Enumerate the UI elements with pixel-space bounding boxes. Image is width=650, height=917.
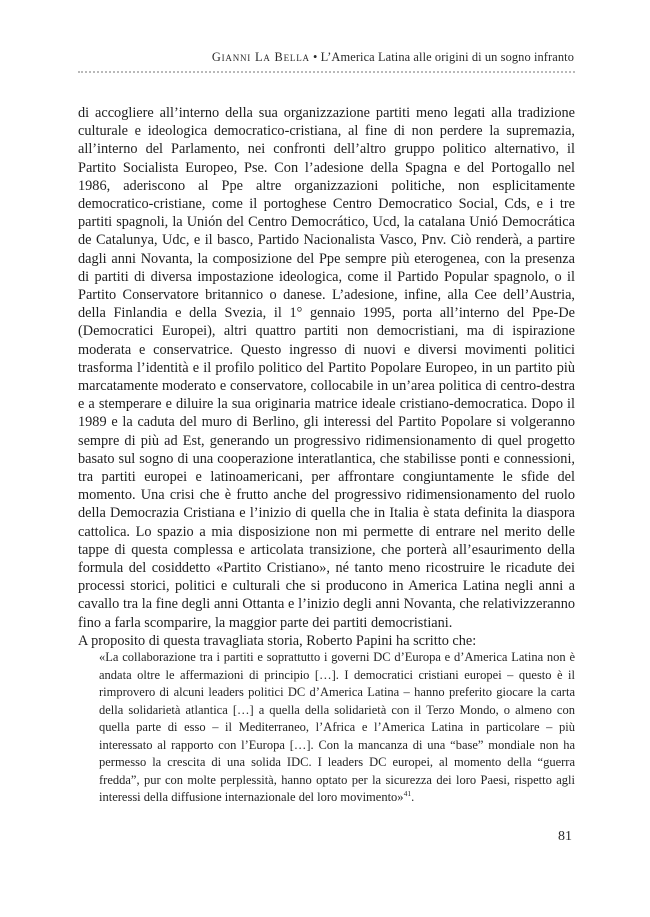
running-header — [212, 50, 574, 65]
block-quote — [99, 649, 575, 807]
quote-end-punctuation: . — [411, 790, 415, 804]
header-dotted-rule — [78, 71, 575, 73]
body-paragraph: di accogliere all’interno della sua organizzazione partiti meno legati alla tradizione culturale e ideologica democratico-cristiana, al fine di non perdere la supremazia, all’interno del Parlamento, nei confronti dell’altro gruppo politico alternativo, il Partito Socialista Europeo, Pse. Con l’adesione della Spagna e del Portogallo nel 1986, aderiscono al Ppe altre organizzazioni politiche, non esplicitamente democratico-cristiane, come il portoghese Centro Democratico Social, Cds, e i tre partiti spagnoli, la Unión del Centro Democrático, Ucd, la catalana Unió Democrática de Catalunya, Udc, e il basco, Partido Nacionalista Vasco, Pnv. Ciò renderà, a partire dagli anni Novanta, la composizione del Ppe sempre più eterogenea, con la presenza di partiti di diversa impostazione ideologica, come il Partido Popular spagnolo, o il Partito Conservatore britannico o danese. L’adesione, infine, alla Cee dell’Austria, della Finlandia e della Svezia, il 1° gennaio 1995, porta all’interno del Ppe-De (Democratici Europei), altri quattro partiti non democristiani, ma di ispirazione moderata e conservatrice. Questo ingresso di nuovi e diversi movimenti politici trasforma l’identità e il profilo politico del Partito Popolare Europeo, in un partito più marcatamente moderato e conservatore, collocabile in un’area politica di centro-destra e a stemperare e diluire la sua originaria matrice ideale cristiano-democratica. Dopo il 1989 e la caduta del muro di Berlino, gli interessi del Partito Popolare si volgeranno sempre di più ad Est, generando un progressivo ridimensionamento di quel progetto basato sul sogno di una cooperazione interatlantica, che stabilisse ponti e connessioni, tra partiti europei e latinoamericani, per affrontare congiuntamente le sfide del momento. Una crisi che è frutto anche del progressivo ridimensionamento del ruolo della Democrazia Cristiana e l’inizio di quella che in Italia è stata definita la diaspora cattolica. Lo spazio a mia disposizione non mi permette di entrare nel merito delle tappe di questa complessa e articolata transizione, che porterà all’esaurimento della formula del cosiddetto «Partito Cristiano», né tanto meno ricostruire le ricadute dei processi storici, politici e culturali che si producono in America Latina negli anni a cavallo tra la fine degli anni Ottanta e l’inizio degli anni Novanta, che relativizzeranno fino a farla scomparire, la maggior parte dei partiti democristiani. — [78, 105, 575, 631]
footnote-reference[interactable]: 41 — [403, 788, 412, 798]
header-author: Gianni La Bella — [211, 50, 310, 64]
body-paragraph-intro-quote: A proposito di questa travagliata storia, Roberto Papini ha scritto che: — [78, 632, 477, 649]
header-separator: • — [313, 50, 318, 64]
header-title: L’America Latina alle origini di un sogno infranto — [320, 50, 574, 64]
main-text — [78, 104, 575, 650]
quote-paragraph — [99, 649, 575, 807]
quote-text: «La collaborazione tra i partiti e soprattutto i governi DC d’Europa e d’America Latina non è andata oltre le affermazioni di principio […]. I democratici cristiani europei – questo è il rimprovero di alcuni leaders politici DC d’America Latina – hanno preferito giocare la carta della solidarietà atlantica […] a quella della solidarietà con il Terzo Mondo, o almeno con quella parte di esso – il Mediterraneo, l’Africa e l’America Latina in particolare – più interessato al rapporto con l’Europa […]. Con la mancanza di una “base” mondiale non ha permesso la crescita di una solida IDC. I leaders DC europei, al momento della “guerra fredda”, pur con molte perplessità, hanno optato per la sicurezza dei loro Paesi, rispetto agli interessi della diffusione internazionale del loro movimento» — [99, 650, 575, 804]
page-number: 81 — [558, 829, 572, 844]
